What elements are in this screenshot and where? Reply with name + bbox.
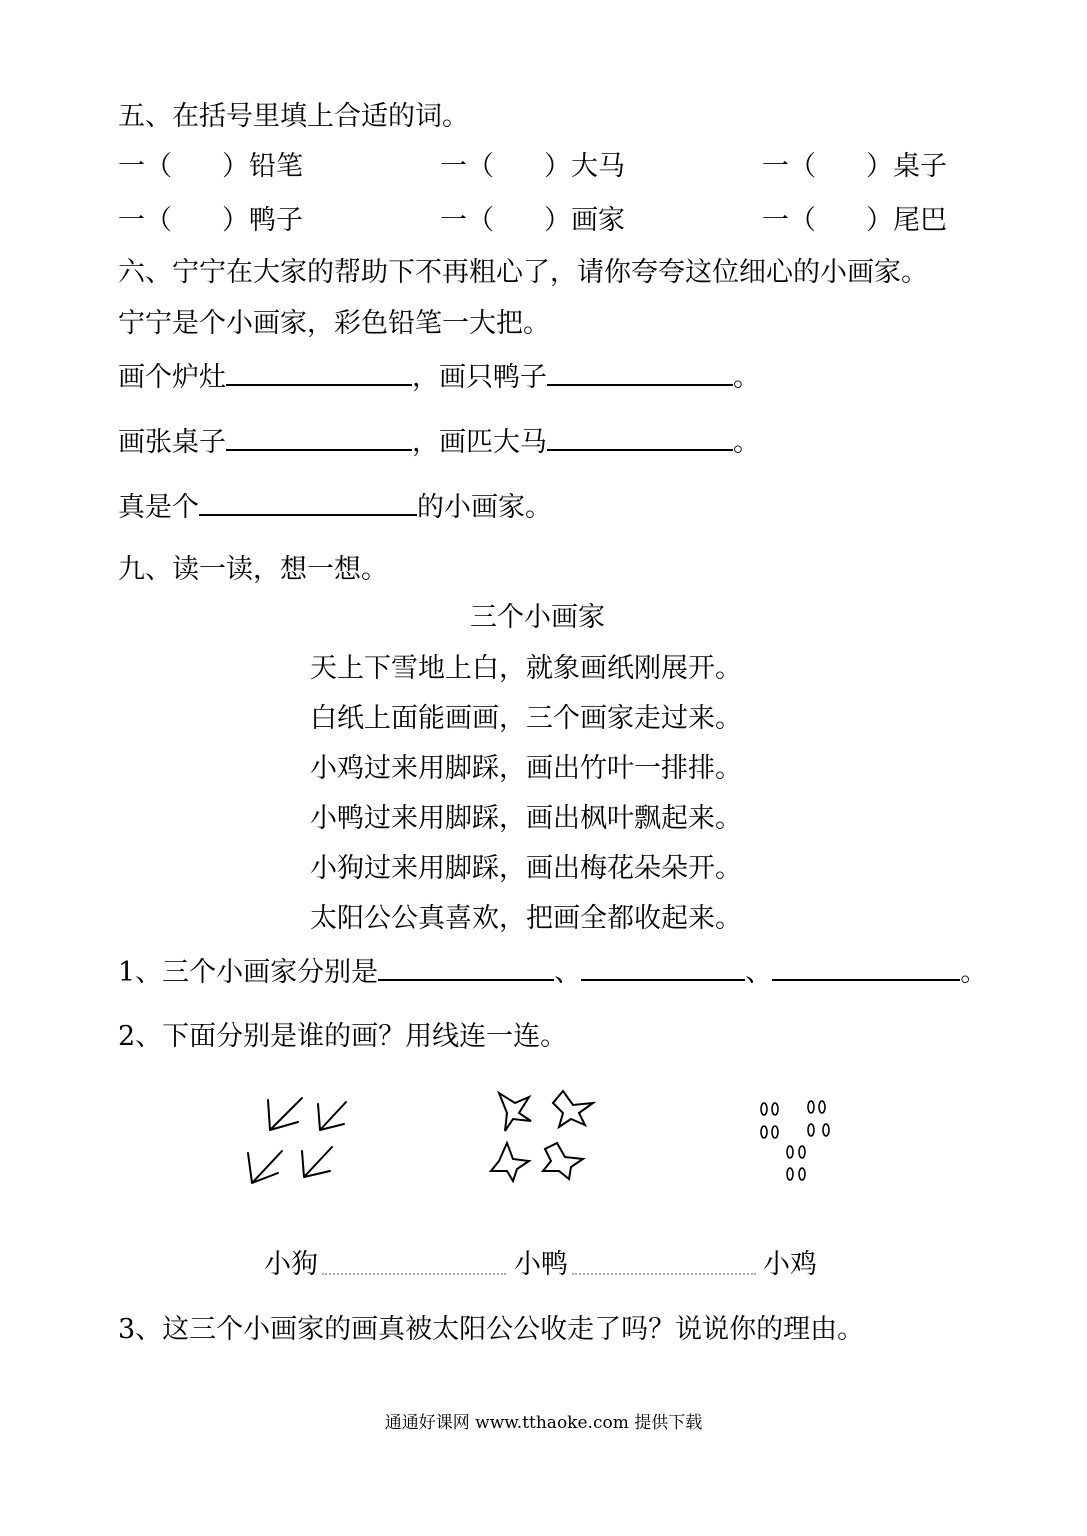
- poem-line: 白纸上面能画画，三个画家走过来。: [310, 703, 742, 734]
- fill-item: 一（ ）尾巴: [762, 205, 947, 236]
- answer-blank[interactable]: [226, 425, 412, 451]
- section-5-heading: 五、在括号里填上合适的词。: [118, 101, 469, 132]
- maple-leaf-prints-drawing: [485, 1085, 605, 1190]
- section-6-heading: 六、宁宁在大家的帮助下不再粗心了，请你夸夸这位细心的小画家。: [118, 257, 928, 288]
- answer-blank[interactable]: [547, 360, 733, 386]
- question-1: 1、三个小画家分别是 、 、 。: [118, 957, 988, 988]
- dotted-guide: [322, 1273, 506, 1275]
- answer-blank[interactable]: [378, 955, 554, 981]
- fill-item: 一（ ）画家: [440, 205, 625, 236]
- poem-title: 三个小画家: [470, 602, 605, 633]
- poem-line: 太阳公公真喜欢，把画全都收起来。: [310, 903, 742, 934]
- answer-blank[interactable]: [199, 490, 417, 516]
- answer-blank[interactable]: [547, 425, 733, 451]
- section-6-intro: 宁宁是个小画家，彩色铅笔一大把。: [118, 308, 550, 339]
- dotted-guide: [572, 1273, 756, 1275]
- question-3: 3、这三个小画家的画真被太阳公公收走了吗？说说你的理由。: [118, 1314, 865, 1345]
- poem-line: 小狗过来用脚踩，画出梅花朵朵开。: [310, 853, 742, 884]
- bamboo-leaf-prints-drawing: [230, 1085, 370, 1190]
- fill-item: 一（ ）铅笔: [118, 151, 303, 182]
- footer-credit: 通通好课网 www.tthaoke.com 提供下载: [384, 1413, 703, 1433]
- poem-line: 小鸭过来用脚踩，画出枫叶飘起来。: [310, 803, 742, 834]
- label-dog: 小狗: [264, 1249, 318, 1280]
- fill-item: 一（ ）大马: [440, 151, 625, 182]
- plum-blossom-prints-drawing: [755, 1100, 840, 1188]
- label-duck: 小鸭: [514, 1249, 568, 1280]
- answer-blank[interactable]: [581, 955, 745, 981]
- section-9-heading: 九、读一读，想一想。: [118, 554, 388, 585]
- section-6-line-2: 画张桌子 ，画匹大马 。: [118, 427, 760, 458]
- fill-item: 一（ ）桌子: [762, 151, 947, 182]
- fill-item: 一（ ）鸭子: [118, 205, 303, 236]
- section-6-line-1: 画个炉灶 ，画只鸭子 。: [118, 362, 760, 393]
- section-6-line-3: 真是个 的小画家。: [118, 492, 552, 523]
- answer-blank[interactable]: [772, 955, 960, 981]
- question-2: 2、下面分别是谁的画？用线连一连。: [118, 1021, 568, 1052]
- answer-blank[interactable]: [226, 360, 412, 386]
- poem-line: 天上下雪地上白，就象画纸刚展开。: [310, 653, 742, 684]
- label-chick: 小鸡: [763, 1249, 817, 1280]
- poem-line: 小鸡过来用脚踩，画出竹叶一排排。: [310, 753, 742, 784]
